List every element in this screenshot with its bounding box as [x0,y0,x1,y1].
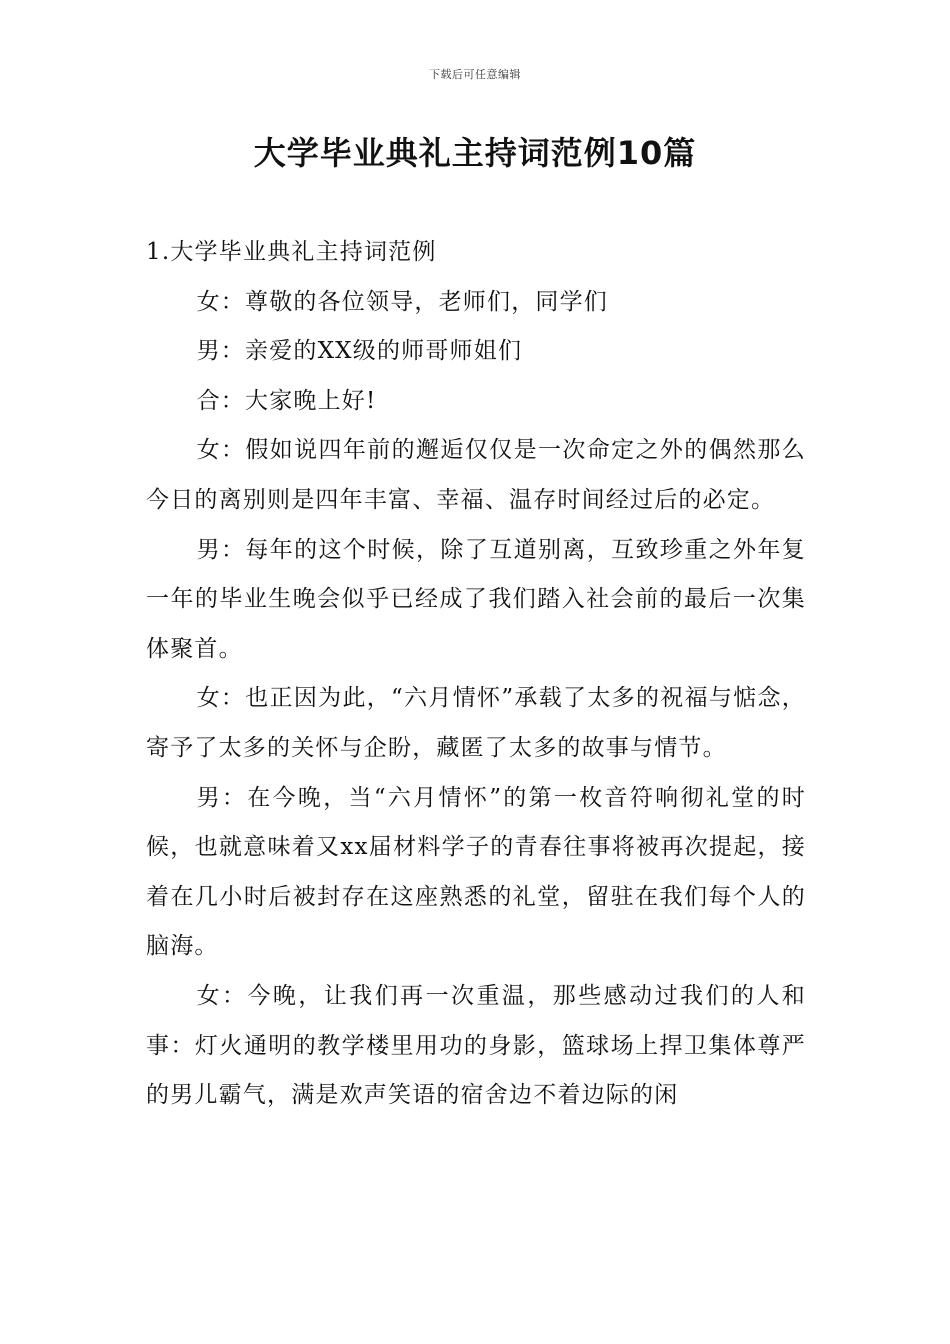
paragraph: 合：大家晚上好! [196,387,377,414]
paragraph: 女：假如说四年前的邂逅仅仅是一次命定之外的偶然那么今日的离别则是四年丰富、幸福、温存时间经过后的必定。 [146,437,806,513]
document-body [146,228,806,1121]
document-title: 大学毕业典礼主持词范例10篇 [253,134,697,172]
header-note: 下载后可任意编辑 [429,68,521,81]
paragraph: 女：尊敬的各位领导，老师们，同学们 [196,288,608,315]
paragraph: 男：每年的这个时候，除了互道别离，互致珍重之外年复一年的毕业生晚会似乎已经成了我们踏入社会前的最后一次集体聚首。 [146,536,806,662]
paragraph: 女：也正因为此，“六月情怀”承载了太多的祝福与惦念，寄予了太多的关怀与企盼，藏匿了太多的故事与情节。 [146,685,806,761]
section-heading: 1.大学毕业典礼主持词范例 [146,239,437,265]
paragraph: 男：在今晚，当“六月情怀”的第一枚音符响彻礼堂的时候，也就意味着又xx届材料学子的青春往事将被再次提起，接着在几小时后被封存在这座熟悉的礼堂，留驻在我们每个人的脑海。 [146,784,806,960]
paragraph: 男：亲爱的XX级的师哥师姐们 [196,338,523,365]
paragraph: 女：今晚，让我们再一次重温，那些感动过我们的人和事：灯火通明的教学楼里用功的身影，篮球场上捍卫集体尊严的男儿霸气，满是欢声笑语的宿舍边不着边际的闲 [146,982,806,1109]
